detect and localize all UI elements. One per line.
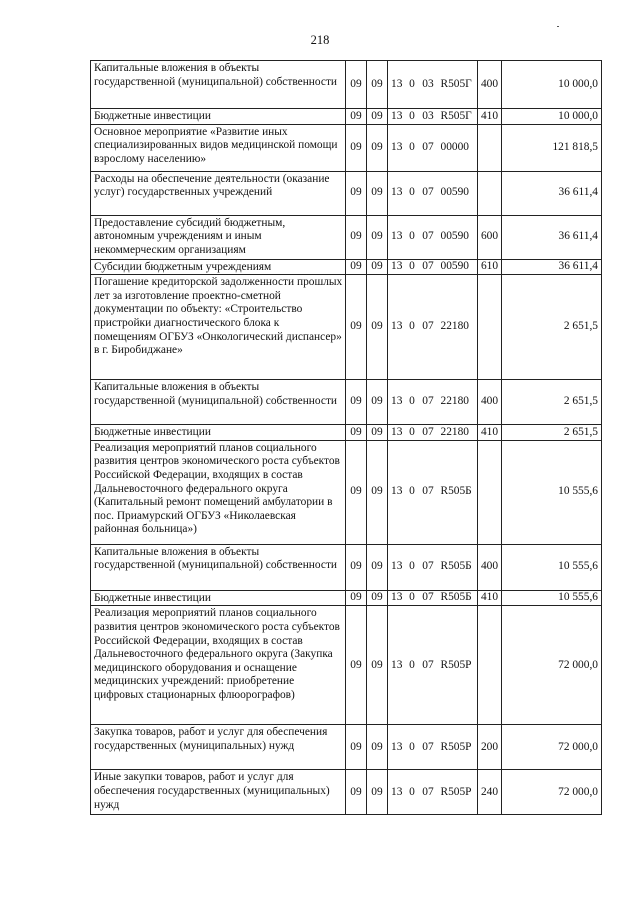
- amount: 72 000,0: [502, 725, 602, 770]
- amount: 2 651,5: [502, 275, 602, 380]
- direction-code: 00590: [438, 259, 478, 275]
- event-code: 07: [419, 725, 438, 770]
- direction-code: R505P: [438, 770, 478, 815]
- subsection-code: 09: [367, 590, 388, 606]
- section-code: 09: [346, 770, 367, 815]
- table-row: [91, 171, 602, 215]
- event-code: 07: [419, 171, 438, 215]
- direction-code: 22180: [438, 275, 478, 380]
- table-row: [91, 590, 602, 606]
- subsection-code: 09: [367, 440, 388, 544]
- subsection-code: 09: [367, 109, 388, 125]
- direction-code: R505P: [438, 606, 478, 725]
- amount: 2 651,5: [502, 380, 602, 425]
- expense-type-code: 410: [478, 590, 502, 606]
- row-name: Закупка товаров, работ и услуг для обеспечения государственных (муниципальных) нужд: [91, 725, 346, 770]
- expense-type-code: 400: [478, 380, 502, 425]
- row-name: Капитальные вложения в объекты государственной (муниципальной) собственности: [91, 544, 346, 590]
- amount: 36 611,4: [502, 215, 602, 259]
- section-code: 09: [346, 725, 367, 770]
- row-name: Иные закупки товаров, работ и услуг для обеспечения государственных (муниципальных) нужд: [91, 770, 346, 815]
- event-code: 07: [419, 425, 438, 441]
- section-code: 09: [346, 259, 367, 275]
- scan-speck: [557, 26, 559, 27]
- subsection-code: 09: [367, 61, 388, 109]
- program-code: 13: [388, 380, 406, 425]
- table-row: [91, 380, 602, 425]
- event-code: 03: [419, 61, 438, 109]
- row-name: Бюджетные инвестиции: [91, 425, 346, 441]
- row-name: Погашение кредиторской задолженности прошлых лет за изготовление проектно-сметной документации по объекту: «Строительство пристройки диагностического блока к помещениям ОГБУЗ «Онкологический диспансер» в г. Биробиджане»: [91, 275, 346, 380]
- expense-type-code: 400: [478, 544, 502, 590]
- event-code: 07: [419, 215, 438, 259]
- expense-type-code: 610: [478, 259, 502, 275]
- subprogram-code: 0: [406, 725, 419, 770]
- direction-code: R505Б: [438, 590, 478, 606]
- amount: 72 000,0: [502, 770, 602, 815]
- program-code: 13: [388, 109, 406, 125]
- row-name: Реализация мероприятий планов социального развития центров экономического роста субъектов Российской Федерации, входящих в состав Дальневосточного федерального округа (Капитальный ремонт помещений амбулатории в пос. Приамурский ОГБУЗ «Николаевская районная больница»): [91, 440, 346, 544]
- subsection-code: 09: [367, 606, 388, 725]
- program-code: 13: [388, 590, 406, 606]
- program-code: 13: [388, 606, 406, 725]
- table-row: [91, 215, 602, 259]
- program-code: 13: [388, 725, 406, 770]
- subprogram-code: 0: [406, 606, 419, 725]
- program-code: 13: [388, 544, 406, 590]
- amount: 10 555,6: [502, 590, 602, 606]
- program-code: 13: [388, 171, 406, 215]
- event-code: 07: [419, 380, 438, 425]
- program-code: 13: [388, 259, 406, 275]
- program-code: 13: [388, 215, 406, 259]
- budget-table-container: [90, 60, 602, 815]
- subprogram-code: 0: [406, 770, 419, 815]
- table-row: [91, 61, 602, 109]
- event-code: 03: [419, 109, 438, 125]
- direction-code: 22180: [438, 380, 478, 425]
- event-code: 07: [419, 606, 438, 725]
- budget-table: [90, 60, 602, 815]
- direction-code: R505P: [438, 725, 478, 770]
- subsection-code: 09: [367, 725, 388, 770]
- expense-type-code: 240: [478, 770, 502, 815]
- subsection-code: 09: [367, 171, 388, 215]
- table-row: [91, 124, 602, 171]
- expense-type-code: [478, 606, 502, 725]
- event-code: 07: [419, 770, 438, 815]
- row-name: Субсидии бюджетным учреждениям: [91, 259, 346, 275]
- subsection-code: 09: [367, 425, 388, 441]
- direction-code: 00590: [438, 171, 478, 215]
- program-code: 13: [388, 440, 406, 544]
- section-code: 09: [346, 124, 367, 171]
- direction-code: 00590: [438, 215, 478, 259]
- section-code: 09: [346, 425, 367, 441]
- program-code: 13: [388, 425, 406, 441]
- section-code: 09: [346, 590, 367, 606]
- expense-type-code: 400: [478, 61, 502, 109]
- section-code: 09: [346, 61, 367, 109]
- table-row: [91, 259, 602, 275]
- subprogram-code: 0: [406, 61, 419, 109]
- program-code: 13: [388, 61, 406, 109]
- expense-type-code: [478, 275, 502, 380]
- direction-code: R505Б: [438, 440, 478, 544]
- row-name: Капитальные вложения в объекты государственной (муниципальной) собственности: [91, 61, 346, 109]
- event-code: 07: [419, 440, 438, 544]
- subprogram-code: 0: [406, 215, 419, 259]
- section-code: 09: [346, 109, 367, 125]
- section-code: 09: [346, 215, 367, 259]
- page-number: 218: [310, 33, 330, 47]
- row-name: Основное мероприятие «Развитие иных специализированных видов медицинской помощи взрослому населению»: [91, 124, 346, 171]
- row-name: Бюджетные инвестиции: [91, 109, 346, 125]
- subprogram-code: 0: [406, 259, 419, 275]
- direction-code: 00000: [438, 124, 478, 171]
- event-code: 07: [419, 590, 438, 606]
- row-name: Расходы на обеспечение деятельности (оказание услуг) государственных учреждений: [91, 171, 346, 215]
- subprogram-code: 0: [406, 544, 419, 590]
- expense-type-code: 410: [478, 425, 502, 441]
- subsection-code: 09: [367, 124, 388, 171]
- section-code: 09: [346, 544, 367, 590]
- table-row: [91, 770, 602, 815]
- section-code: 09: [346, 440, 367, 544]
- row-name: Реализация мероприятий планов социального развития центров экономического роста субъектов Российской Федерации, входящих в состав Дальневосточного федерального округа (Закупка медицинского оборудования и оснащение медицинских учреждений: приобретение цифровых стационарных флюорографов): [91, 606, 346, 725]
- program-code: 13: [388, 770, 406, 815]
- program-code: 13: [388, 275, 406, 380]
- amount: 10 555,6: [502, 440, 602, 544]
- expense-type-code: 600: [478, 215, 502, 259]
- event-code: 07: [419, 544, 438, 590]
- subprogram-code: 0: [406, 590, 419, 606]
- subsection-code: 09: [367, 770, 388, 815]
- subprogram-code: 0: [406, 440, 419, 544]
- expense-type-code: 410: [478, 109, 502, 125]
- subprogram-code: 0: [406, 109, 419, 125]
- table-row: [91, 425, 602, 441]
- amount: 72 000,0: [502, 606, 602, 725]
- subsection-code: 09: [367, 380, 388, 425]
- subprogram-code: 0: [406, 275, 419, 380]
- expense-type-code: 200: [478, 725, 502, 770]
- amount: 10 000,0: [502, 109, 602, 125]
- table-row: [91, 544, 602, 590]
- event-code: 07: [419, 259, 438, 275]
- section-code: 09: [346, 380, 367, 425]
- expense-type-code: [478, 124, 502, 171]
- program-code: 13: [388, 124, 406, 171]
- expense-type-code: [478, 440, 502, 544]
- section-code: 09: [346, 171, 367, 215]
- subsection-code: 09: [367, 259, 388, 275]
- direction-code: R505Г: [438, 109, 478, 125]
- section-code: 09: [346, 606, 367, 725]
- amount: 36 611,4: [502, 259, 602, 275]
- row-name: Предоставление субсидий бюджетным, автономным учреждениям и иным некоммерческим организациям: [91, 215, 346, 259]
- subprogram-code: 0: [406, 425, 419, 441]
- subsection-code: 09: [367, 215, 388, 259]
- subprogram-code: 0: [406, 171, 419, 215]
- amount: 2 651,5: [502, 425, 602, 441]
- section-code: 09: [346, 275, 367, 380]
- amount: 10 000,0: [502, 61, 602, 109]
- table-row: [91, 440, 602, 544]
- subprogram-code: 0: [406, 124, 419, 171]
- amount: 10 555,6: [502, 544, 602, 590]
- amount: 36 611,4: [502, 171, 602, 215]
- direction-code: 22180: [438, 425, 478, 441]
- table-row: [91, 275, 602, 380]
- row-name: Бюджетные инвестиции: [91, 590, 346, 606]
- row-name: Капитальные вложения в объекты государственной (муниципальной) собственности: [91, 380, 346, 425]
- table-row: [91, 109, 602, 125]
- event-code: 07: [419, 124, 438, 171]
- expense-type-code: [478, 171, 502, 215]
- subprogram-code: 0: [406, 380, 419, 425]
- event-code: 07: [419, 275, 438, 380]
- table-row: [91, 725, 602, 770]
- direction-code: R505Г: [438, 61, 478, 109]
- table-row: [91, 606, 602, 725]
- subsection-code: 09: [367, 275, 388, 380]
- direction-code: R505Б: [438, 544, 478, 590]
- subsection-code: 09: [367, 544, 388, 590]
- amount: 121 818,5: [502, 124, 602, 171]
